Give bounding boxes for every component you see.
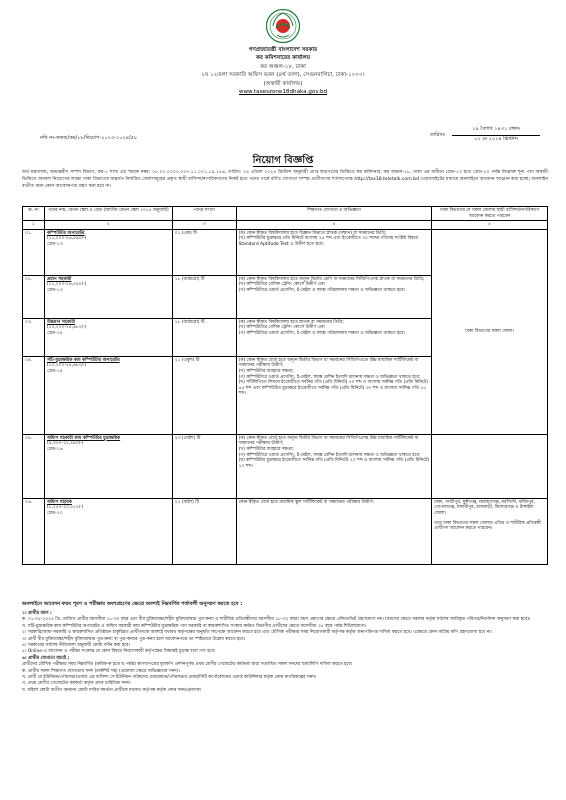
conditions-title: অনলাইনে আবেদন ফরম পূরণ ও পরীক্ষায় অংশগ্রহণের ক্ষেত্রে অবশ্যই নিম্নবর্ণিত শর্তাবলী অনুসরণ করতে হবে : bbox=[22, 601, 243, 607]
condition-item: ১। প্রার্থীর বয়স : bbox=[22, 611, 52, 616]
row-serial: ০৬. bbox=[23, 498, 45, 564]
condition-item: ৫। Online-এ আবেদন ও পরীক্ষা সংক্রান্ত যে কোন বিষয়ে নিয়োগকারী কর্তৃপক্ষের সিদ্ধান্তই চূড়ান্ত বলে গণ্য হবে। bbox=[22, 649, 216, 655]
table-row bbox=[23, 434, 548, 498]
condition-item: ঘ. মহিলা কোটা ব্যতীত অন্যান্য কোটা দাবির সমর্থনে প্রার্থীকে যথাযথ কর্তৃপক্ষ কর্তৃক প্রদত্ত সনদ/প্রমাণক। bbox=[22, 687, 202, 693]
table-header-row bbox=[23, 207, 548, 221]
vacancy-table bbox=[22, 206, 548, 565]
row-post: প্রধান সহকারী (১১,০০০-২৬,৫৯০/-) গ্রেড-১৩ bbox=[44, 275, 172, 318]
col-number: ৫ bbox=[432, 221, 548, 230]
row-post: সাঁট-মুদ্রাক্ষরিক কাম কম্পিউটার অপারেটর (১০,২০০-২৪,৬৮০/-) গ্রেড-১৪ bbox=[44, 356, 172, 434]
row-serial: ০২. bbox=[23, 275, 45, 318]
row-count: ২১ (একুশ) টি bbox=[172, 356, 236, 434]
notice-title: নিয়োগ বিজ্ঞপ্তি bbox=[252, 155, 314, 166]
table-row bbox=[23, 229, 548, 275]
row-serial: ০৫. bbox=[23, 434, 45, 498]
col-number: ২ bbox=[44, 221, 172, 230]
row-post: উচ্চমান সহকারী (১০,২০০-২৪,৬৮০/-) গ্রেড-১৪ bbox=[44, 318, 172, 356]
row-count: ১৮ (আঠারো) টি bbox=[172, 318, 236, 356]
row-qualification: (ক) কোন স্বীকৃত বিশ্ববিদ্যালয় হতে স্নাতক বা সমমানের ডিগ্রি; (খ) কম্পিউটারে বেসিক ট্রেনিং কোর্সে উত্তীর্ণ এবং (গ) কম্পিউটারে ওয়ার্ড প্রসেসিং, ই-মেইল ও ফ্যাক্স পরিচালনায় দক্ষতা ও অভিজ্ঞতা থাকতে হবে। bbox=[236, 318, 432, 356]
header-districts: ঢাকা বিভাগের যে সকল জেলার স্থায়ী বাসিন্দা/নাগরিকগণ আবেদন করতে পারবেন bbox=[432, 207, 548, 221]
conditions-list bbox=[22, 611, 548, 694]
date-label: তারিখঃ bbox=[430, 132, 446, 138]
header-office: কর কমিশনারের কার্যালয় bbox=[255, 55, 311, 61]
intro-paragraph: অর্থ মন্ত্রণালয়, অভ্যন্তরীণ সম্পদ বিভাগ, কর-১ শাখা এর স্মারক নম্বর: ০৮.০০.০০০০.০৩৭.১১.০০১.১৯.১৫৬, তারিখ: ০৪ এপ্রিল ২০২৪ খ্রিস্টাব্দ অনুযায়ী প্রাপ্ত ছাড়পত্রের ভিত্তিতে কর কমিশনার, কর অঞ্চল-১৮, ঢাকা এর অধীনে গ্রেড-১৩ হতে গ্রেড-২০ পর্যন্ত নিম্নোক্ত শূন্য পদে অস্থায়ী ভিত্তিতে জনবল নিয়োগের লক্ষ্যে ঢাকা বিভাগের অন্তর্গত নির্ধারিত জেলাসমূহের প্রকৃত স্থায়ী বাসিন্দা/নাগরিকগণের নিকট হতে পদের পার্শ্বে বর্ণিত যোগ্যতা সম্পন্ন প্রার্থীগণের শর্তসাপেক্ষে http://tax18.teletalk.com.bd ওয়েবসাইটের মাধ্যমে অনলাইনে আবেদন আহ্বান করা হচ্ছে। অনলাইন ব্যতীত অন্য কোন আবেদনপত্র গ্রহণ করা হবে না। bbox=[22, 170, 548, 189]
row-serial: ০৪. bbox=[23, 356, 45, 434]
condition-item: প্রার্থীদের মৌখিক পরীক্ষার সময় নিম্নবর্ণিত (ক্রমিক-ক হতে ছ পর্যন্ত) কাগজপত্রের মূলকপি প্রদর্শনপূর্বক প্রথম শ্রেণীর গেজেটেড কর্মকর্তা দ্বারা সত্যায়িত সকল সনদের ছায়ালিপি দাখিল করতে হবে। bbox=[22, 662, 353, 668]
header-qualification: শিক্ষাগত যোগ্যতা ও অভিজ্ঞতা bbox=[236, 207, 432, 221]
row-qualification: (ক) কোন স্বীকৃত বোর্ড হতে অন্যূন দ্বিতীয় বিভাগ বা সমমানের সিজিপিএতে উচ্চ মাধ্যমিক সার্টিফিকেট বা সমমানের পরীক্ষায় উত্তীর্ণ; (খ) কম্পিউটার ব্যবহারে দক্ষতা; (গ) কম্পিউটারে ওয়ার্ড প্রসেসিং, ই-মেইল, ফ্যাক্স মেশিন ইত্যাদি চালনায় দক্ষতা ও অভিজ্ঞতা থাকতে হবে; (ঘ) সাঁটলিপিতে লিখনে ইংরেজীতে সর্বনিম্ন গতি (প্রতি মিনিটে) ৭০ শব্দ ও বাংলায় সর্বনিম্ন গতি (প্রতি মিনিটে) ৪৫ শব্দ এবং কম্পিউটার মুদ্রাক্ষরে ইংরেজীতে সর্বনিম্ন গতি (প্রতি মিনিটে) ৩০ শব্দ ও বাংলায় সর্বনিম্ন গতি ২৫ শব্দ। bbox=[236, 356, 432, 434]
row-count: ০১ (এক) টি bbox=[172, 229, 236, 275]
header-count: পদের সংখ্যা bbox=[172, 207, 236, 221]
condition-item: ক. ০১-০৫-২০২৪ খ্রি. তারিখে প্রার্থীর বয়সসীমা ১৮-৩০ বছর এবং বীর মুক্তিযোদ্ধা/শহীদ মুক্তিযোদ্ধার পুত্র-কন্যা ও শারীরিক প্রতিবন্ধীদের বয়সসীমা ১৮-৩২ বছর। বয়স প্রমাণের ক্ষেত্রে এফিডেভিট গ্রহণযোগ্য নয়। (বয়সের ক্ষেত্রে সরকার কর্তৃক সর্বশেষ জারিকৃত পরিপত্র/নির্দেশনা অনুসরণ করা হবে)। bbox=[22, 617, 531, 623]
header-serial: ক্র. নং bbox=[23, 207, 45, 221]
header-address: ২য় ১২তলা সরকারি অফিস ভবন (৪র্থ তলা), সেগুনবাগিচা, ঢাকা-১০০০। bbox=[201, 72, 365, 78]
condition-item: খ. প্রার্থী যে ইউনিয়ন/পৌরসভা/ওয়ার্ড এর বাসিন্দা সে ইউনিয়ন পরিষদের চেয়ারম্যান/পৌরসভার মেয়র/সিটি কর্পোরেশনের ওয়ার্ড কাউন্সিলর কর্তৃক প্রদত্ত নাগরিকত্বের সনদ। bbox=[22, 675, 317, 681]
condition-item: ৪। সরকারের সর্বশেষ নীতিমালা অনুযায়ী কোটা বণ্টন করা হবে। bbox=[22, 643, 131, 649]
header-post: পদের নাম, বেতন স্কেল ও গ্রেড (জাতীয় বেতন স্কেল ২০১৫ অনুযায়ী) bbox=[44, 207, 172, 221]
row-qualification: (ক) কোন স্বীকৃত বিশ্ববিদ্যালয় হতে অন্যূন দ্বিতীয় শ্রেণি বা সমমানের সিজিপিএসহ স্নাতক বা সমমানের ডিগ্রি; (খ) কম্পিউটারে বেসিক ট্রেনিং কোর্সে উত্তীর্ণ এবং (গ) কম্পিউটারে ওয়ার্ড প্রসেসিং, ই-মেইল ও ফ্যাক্স পরিচালনায় দক্ষতা ও অভিজ্ঞতা থাকতে হবে। bbox=[236, 275, 432, 318]
row-qualification: (ক) কোন স্বীকৃত বোর্ড হতে অন্যূন দ্বিতীয় বিভাগ বা সমমানের সিজিপিএসহ উচ্চ মাধ্যমিক সার্টিফিকেট বা সমমানের পরীক্ষায় উত্তীর্ণ; (খ) কম্পিউটার ব্যবহারে দক্ষতা; (গ) কম্পিউটারে ওয়ার্ড প্রসেসিং, ই-মেইল, ফ্যাক্স মেশিন ইত্যাদি চালনায় দক্ষতা ও অভিজ্ঞতা থাকতে হবে; (ঘ) কম্পিউটার মুদ্রাক্ষরে ইংরেজীতে সর্বনিম্ন গতি (প্রতি মিনিটে) ২০ শব্দ ও বাংলায় সর্বনিম্ন গতি (প্রতি মিনিটে) ২০ শব্দ। bbox=[236, 434, 432, 498]
row-post: কম্পিউটার অপারেটর (১১,০০০-২৬,৫৯০/-) গ্রেড-১৩ bbox=[44, 229, 172, 275]
table-row bbox=[23, 498, 548, 564]
row-qualification: কোন স্বীকৃত বোর্ড হতে মাধ্যমিক স্কুল সার্টিফিকেট বা সমমানের পরীক্ষায় উত্তীর্ণ। bbox=[236, 498, 432, 564]
row-count: ২২ (বাইশ) টি bbox=[172, 498, 236, 564]
row-count: ২৩ (তেইশ) টি bbox=[172, 434, 236, 498]
condition-item: ৩। প্রার্থী বীর মুক্তিযোদ্ধা/শহীদ মুক্তিযোদ্ধার পুত্র-কন্যা বা পুত্র-কন্যার পুত্র-কন্যা হলে আবেদনপত্রে তা স্পষ্টভাবে উল্লেখ করতে হবে। bbox=[22, 636, 246, 642]
government-emblem-logo bbox=[265, 8, 301, 44]
header-zone: কর অঞ্চল-১৮, ঢাকা bbox=[260, 64, 306, 70]
memo-number: নথি নং-ককঅ/কম/১৮/নিয়োগ-২০২৩-২০২৪/৫৮ bbox=[40, 135, 138, 141]
row-qualification: (ক) কোন স্বীকৃত বিশ্ববিদ্যালয় হতে বিজ্ঞান বিভাগে স্নাতক (সম্মান) বা সমমানের ডিগ্রি; (খ) কম্পিউটার মুদ্রাক্ষরে প্রতি মিনিটে বাংলায় ২৫ শব্দ এবং ইংরেজীতে ৩০ শব্দের গতিসহ সংশ্লিষ্ট বিষয়ে Standard Aptitude Test এ উত্তীর্ণ হতে হবে। bbox=[236, 229, 432, 275]
districts-office-assistant: ঢাকা, গাজীপুর, মুন্সীগঞ্জ, নারায়ণগঞ্জ, নরসিংদী, ফরিদপুর, গোপালগঞ্জ, মাদারীপুর, রাজবাড়ী, কিশোরগঞ্জ ও টাঙ্গাইল জেলা। তবে ঢাকা বিভাগের সকল জেলার এতিম ও শারীরিক প্রতিবন্ধী প্রার্থীগণ আবেদন করতে পারবেন। bbox=[432, 498, 548, 564]
col-number: ৩ bbox=[172, 221, 236, 230]
row-post: অফিস সহকারী কাম কম্পিউটার মুদ্রাক্ষরিক (৯,৩০০-২২,৪৯০/-) গ্রেড-১৬ bbox=[44, 434, 172, 498]
condition-item: গ. প্রথম শ্রেণীর গেজেটেড কর্মকর্তা কর্তৃক প্রদত্ত চারিত্রিক সনদ। bbox=[22, 681, 131, 687]
row-serial: ০১. bbox=[23, 229, 45, 275]
districts-empty-cell bbox=[432, 434, 548, 498]
row-count: ১৮ (আঠারো) টি bbox=[172, 275, 236, 318]
row-post: অফিস সহায়ক (৮,২৫০-২০,০১০/-) গ্রেড-২০ bbox=[44, 498, 172, 564]
condition-item: ২। সরকারি/আধা-সরকারি ও স্বায়ত্তশাসিত প্রতিষ্ঠানে চাকুরিরত প্রার্থীগণকে অবশ্যই যথাযথ কর্তৃপক্ষের অনুমতি সাপেক্ষে আবেদন করতে হবে এবং মৌখিক পরীক্ষার সময় নিয়োগকারী কর্তৃপক্ষ কর্তৃক অনাপত্তিপত্র দাখিল করতে হবে। এক্ষেত্রে কোন অগ্রিম কপি গ্রহণযোগ্য হবে না। bbox=[22, 630, 493, 636]
header-government: গণপ্রজাতন্ত্রী বাংলাদেশ সরকার bbox=[248, 47, 318, 53]
condition-item: ক. প্রার্থীর সকল শিক্ষাগত যোগ্যতার সনদ (মার্কশিট সহ) (প্রযোজ্য ক্ষেত্রে অভিজ্ঞতার সনদ)। bbox=[22, 668, 180, 674]
date-bangla: ১৯ বৈশাখ ১৪৩১ বঙ্গাব্দ bbox=[452, 126, 540, 136]
condition-item: খ. সাঁট-মুদ্রাক্ষরিক কাম কম্পিউটার অপারেটর ও অফিস সহকারী কাম কম্পিউটার মুদ্রাক্ষরিক পদে সরকারি বা স্বায়ত্তশাসিত সংস্থায় কর্মরত বিভাগীয় প্রার্থীদের ক্ষেত্রে বয়সসীমা ৩৫ বছর পর্যন্ত শিথিলযোগ্য। bbox=[22, 623, 367, 629]
date-english: ০২ মে ২০২৪ খ্রিস্টাব্দ bbox=[474, 136, 518, 142]
header-website-link[interactable]: www.taxeszone18dhaka.gov.bd bbox=[238, 89, 328, 95]
districts-all-dhaka: ঢাকা বিভাগের সকল জেলা। bbox=[432, 229, 548, 434]
table-number-row bbox=[23, 221, 548, 230]
header-temporary: (অস্থায়ী কার্যালয়) bbox=[263, 81, 303, 87]
col-number: ১ bbox=[23, 221, 45, 230]
row-serial: ০৩. bbox=[23, 318, 45, 356]
condition-item: ৬। প্রার্থীর যোগ্যতা যাচাই : bbox=[22, 655, 70, 661]
col-number: ৪ bbox=[236, 221, 432, 230]
